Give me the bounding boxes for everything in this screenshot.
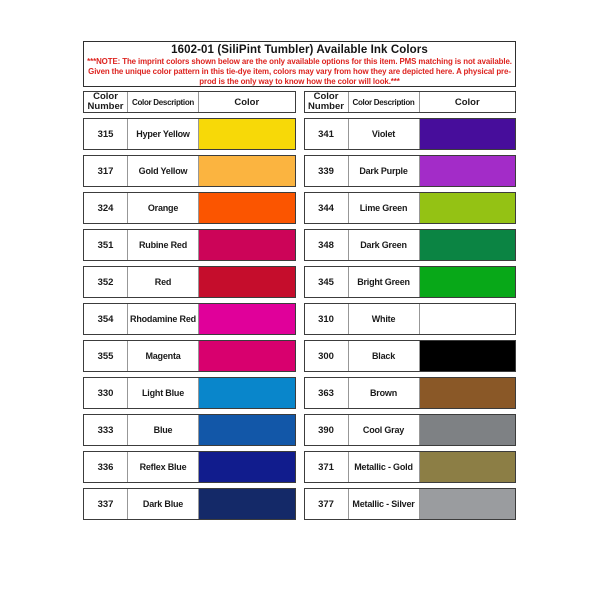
table-row [304, 377, 517, 409]
color-description-cell: Metallic - Silver [349, 489, 420, 519]
color-swatch [199, 341, 295, 371]
title-box [83, 41, 516, 87]
color-swatch [199, 489, 295, 519]
table-row [304, 155, 517, 187]
color-swatch [420, 119, 516, 149]
note-text: ***NOTE: The imprint colors shown below are the only available options for this item. PMS matching is not available. Given the unique color pattern in this tie-dye item, colors may vary from how they are depicted here. A physical pre-prod is the only way to know how the color will look.*** [87, 57, 512, 86]
color-swatch [199, 193, 295, 223]
color-number-cell: 377 [305, 489, 349, 519]
color-swatch [420, 304, 516, 334]
table-row [304, 266, 517, 298]
table-row [83, 192, 296, 224]
color-number-cell: 355 [84, 341, 128, 371]
ink-table-left [83, 91, 296, 520]
tables-container [83, 91, 516, 520]
color-description-cell: Magenta [128, 341, 199, 371]
color-swatch [420, 341, 516, 371]
color-description-cell: Dark Blue [128, 489, 199, 519]
header-color: Color [234, 96, 260, 108]
table-row [83, 303, 296, 335]
color-number-cell: 354 [84, 304, 128, 334]
color-description-cell: Lime Green [349, 193, 420, 223]
color-swatch [420, 267, 516, 297]
color-number-cell: 345 [305, 267, 349, 297]
color-description-cell: Rubine Red [128, 230, 199, 260]
color-swatch [420, 230, 516, 260]
color-swatch [199, 267, 295, 297]
color-number-cell: 324 [84, 193, 128, 223]
color-swatch [199, 119, 295, 149]
table-row [83, 377, 296, 409]
color-number-cell: 300 [305, 341, 349, 371]
color-swatch [420, 193, 516, 223]
table-row [304, 192, 517, 224]
color-swatch [199, 452, 295, 482]
color-swatch [199, 415, 295, 445]
color-swatch [420, 415, 516, 445]
table-row [304, 414, 517, 446]
color-description-cell: Dark Green [349, 230, 420, 260]
color-number-cell: 315 [84, 119, 128, 149]
table-header-row [83, 91, 296, 113]
color-number-cell: 337 [84, 489, 128, 519]
color-description-cell: Cool Gray [349, 415, 420, 445]
color-description-cell: Reflex Blue [128, 452, 199, 482]
ink-table-right [304, 91, 517, 520]
header-color-number: Color Number [84, 92, 128, 112]
table-row [83, 488, 296, 520]
table-row [304, 340, 517, 372]
color-swatch [420, 489, 516, 519]
header-color: Color [454, 96, 480, 108]
color-swatch [420, 452, 516, 482]
color-description-cell: Blue [128, 415, 199, 445]
color-number-cell: 348 [305, 230, 349, 260]
table-row [83, 229, 296, 261]
table-row [83, 155, 296, 187]
table-row [304, 488, 517, 520]
table-header-row [304, 91, 517, 113]
table-row [304, 229, 517, 261]
color-swatch [199, 156, 295, 186]
color-number-cell: 390 [305, 415, 349, 445]
color-description-cell: Brown [349, 378, 420, 408]
color-number-cell: 363 [305, 378, 349, 408]
color-description-cell: Red [128, 267, 199, 297]
table-row [83, 414, 296, 446]
color-description-cell: Rhodamine Red [128, 304, 199, 334]
header-color-number: Color Number [305, 92, 349, 112]
table-row [83, 118, 296, 150]
color-swatch [199, 378, 295, 408]
color-description-cell: Dark Purple [349, 156, 420, 186]
color-description-cell: Violet [349, 119, 420, 149]
color-number-cell: 336 [84, 452, 128, 482]
color-number-cell: 341 [305, 119, 349, 149]
color-number-cell: 333 [84, 415, 128, 445]
color-description-cell: Bright Green [349, 267, 420, 297]
color-description-cell: Gold Yellow [128, 156, 199, 186]
table-row [304, 451, 517, 483]
color-number-cell: 330 [84, 378, 128, 408]
table-row [83, 340, 296, 372]
color-number-cell: 317 [84, 156, 128, 186]
color-swatch [199, 304, 295, 334]
color-description-cell: Black [349, 341, 420, 371]
color-swatch [199, 230, 295, 260]
table-row [304, 303, 517, 335]
color-number-cell: 371 [305, 452, 349, 482]
page-title: 1602-01 (SiliPint Tumbler) Available Ink Colors [171, 44, 428, 56]
color-swatch [420, 156, 516, 186]
color-description-cell: Orange [128, 193, 199, 223]
color-number-cell: 344 [305, 193, 349, 223]
color-number-cell: 351 [84, 230, 128, 260]
table-row [304, 118, 517, 150]
color-description-cell: Hyper Yellow [128, 119, 199, 149]
color-description-cell: Metallic - Gold [349, 452, 420, 482]
color-description-cell: White [349, 304, 420, 334]
header-color-description: Color Description [349, 92, 420, 112]
color-number-cell: 339 [305, 156, 349, 186]
color-number-cell: 310 [305, 304, 349, 334]
color-swatch [420, 378, 516, 408]
color-number-cell: 352 [84, 267, 128, 297]
color-description-cell: Light Blue [128, 378, 199, 408]
table-row [83, 451, 296, 483]
header-color-description: Color Description [128, 92, 199, 112]
table-row [83, 266, 296, 298]
